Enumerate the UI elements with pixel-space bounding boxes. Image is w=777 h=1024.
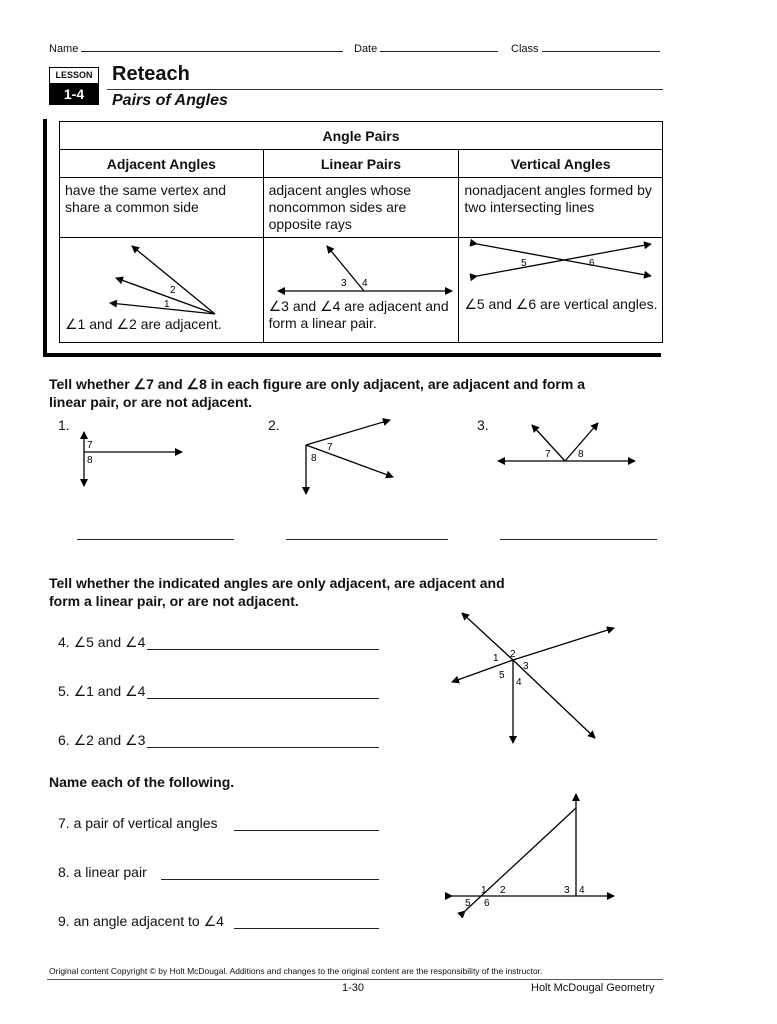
- column-header-linear: Linear Pairs: [263, 150, 459, 178]
- problem-5: [58, 683, 145, 700]
- problem-5-text: ∠1 and ∠4: [73, 683, 146, 699]
- problems-4-6-figure: [440, 605, 630, 750]
- definition-vertical: nonadjacent angles formed by two intersecting lines: [459, 178, 663, 238]
- figure2-label-2: 2: [510, 649, 516, 660]
- linear-label-3: 3: [340, 278, 347, 289]
- figure2-label-4: 4: [516, 677, 522, 688]
- problem-9-text: an angle adjacent to ∠4: [73, 913, 224, 929]
- figure-cell-linear: [263, 238, 459, 343]
- problem-1-number: 1.: [58, 417, 70, 433]
- problem-4-text: ∠5 and ∠4: [73, 634, 146, 650]
- class-line[interactable]: [542, 42, 660, 52]
- problem-6: [58, 732, 145, 749]
- example-adjacent: ∠1 and ∠2 are adjacent.: [65, 316, 222, 332]
- copyright-notice: Original content Copyright © by Holt McDougal. Additions and changes to the original content are the responsibility of the instructor.: [49, 966, 543, 976]
- vertical-label-6: 6: [589, 258, 595, 269]
- bottom-bar: [43, 353, 661, 357]
- name-field[interactable]: [49, 42, 343, 55]
- problem-3-number: 3.: [477, 417, 489, 433]
- definition-linear: adjacent angles whose noncommon sides are opposite rays: [263, 178, 459, 238]
- problem-8-number: 8.: [58, 864, 70, 880]
- problem-6-number: 6.: [58, 732, 70, 748]
- figure-cell-adjacent: [60, 238, 264, 343]
- problem-2-figure: [290, 415, 400, 497]
- date-label: Date: [354, 43, 378, 55]
- answer-line-5[interactable]: [147, 698, 379, 699]
- problem-8: [58, 864, 147, 880]
- problem-2-number: 2.: [268, 417, 280, 433]
- lesson-badge: [49, 67, 99, 105]
- figure3-label-6: 6: [484, 898, 490, 909]
- figure3-label-3: 3: [564, 885, 570, 896]
- answer-line-2[interactable]: [286, 539, 448, 540]
- answer-line-6[interactable]: [147, 747, 379, 748]
- problem-8-text: a linear pair: [73, 864, 147, 880]
- adjacent-label-2: 2: [170, 285, 176, 296]
- name-line[interactable]: [81, 42, 343, 52]
- answer-line-1[interactable]: [77, 539, 234, 540]
- vertical-label-5: 5: [521, 258, 527, 269]
- problem-2-label-7: 7: [327, 442, 333, 453]
- problem-7: [58, 815, 218, 831]
- problem-7-number: 7.: [58, 815, 70, 831]
- figure2-label-1: 1: [493, 653, 499, 664]
- figure3-label-2: 2: [500, 885, 506, 896]
- answer-line-7[interactable]: [234, 830, 379, 831]
- answer-line-3[interactable]: [500, 539, 657, 540]
- page-subtitle: Pairs of Angles: [112, 92, 228, 109]
- column-header-vertical: Vertical Angles: [459, 150, 663, 178]
- problem-2-label-8: 8: [311, 453, 317, 464]
- problem-3-figure: [490, 418, 640, 468]
- figure-cell-vertical: [459, 238, 663, 343]
- footer-rule: [47, 979, 663, 980]
- problem-4: [58, 634, 145, 651]
- figure3-label-4: 4: [579, 885, 585, 896]
- problem-3-label-8: 8: [578, 449, 584, 460]
- answer-line-4[interactable]: [147, 649, 379, 650]
- section1-instruction: Tell whether ∠7 and ∠8 in each figure are only adjacent, are adjacent and form a linear pair, or are not adjacent.: [49, 376, 585, 410]
- page-number: 1-30: [342, 982, 365, 994]
- problems-7-9-figure: [440, 788, 620, 918]
- figure2-label-3: 3: [523, 661, 529, 672]
- linear-label-4: 4: [361, 278, 368, 289]
- problem-9-number: 9.: [58, 913, 70, 929]
- example-linear: ∠3 and ∠4 are adjacent and form a linear pair.: [268, 298, 449, 331]
- section2-instruction: Tell whether the indicated angles are only adjacent, are adjacent and form a linear pair, or are not adjacent.: [49, 575, 505, 609]
- figure3-label-5: 5: [465, 898, 471, 909]
- answer-line-9[interactable]: [234, 928, 379, 929]
- lesson-label: LESSON: [49, 67, 99, 84]
- side-bar: [43, 119, 47, 357]
- answer-line-8[interactable]: [161, 879, 379, 880]
- name-label: Name: [49, 43, 79, 55]
- page-title: Reteach: [112, 63, 190, 85]
- title-rule: [107, 89, 663, 90]
- class-field[interactable]: [511, 42, 660, 55]
- problem-7-text: a pair of vertical angles: [73, 815, 218, 831]
- publisher-name: Holt McDougal Geometry: [531, 982, 655, 994]
- figure2-label-5: 5: [499, 670, 505, 681]
- date-line[interactable]: [380, 42, 498, 52]
- example-vertical: ∠5 and ∠6 are vertical angles.: [464, 296, 658, 312]
- problem-4-number: 4.: [58, 634, 70, 650]
- column-header-adjacent: Adjacent Angles: [60, 150, 264, 178]
- problem-1-label-7: 7: [87, 440, 93, 451]
- angle-pairs-table: [59, 121, 663, 343]
- section3-instruction: Name each of the following.: [49, 774, 235, 790]
- problem-3-label-7: 7: [545, 449, 551, 460]
- class-label: Class: [511, 43, 539, 55]
- problem-9: [58, 913, 224, 930]
- date-field[interactable]: [354, 42, 498, 55]
- table-caption: Angle Pairs: [60, 122, 663, 150]
- adjacent-label-1: 1: [164, 299, 170, 310]
- problem-6-text: ∠2 and ∠3: [73, 732, 146, 748]
- definition-adjacent: have the same vertex and share a common side: [60, 178, 264, 238]
- problem-1-figure: [70, 428, 190, 490]
- figure3-label-1: 1: [481, 885, 487, 896]
- lesson-number: 1-4: [49, 84, 99, 105]
- problem-5-number: 5.: [58, 683, 70, 699]
- problem-1-label-8: 8: [87, 455, 93, 466]
- vertical-angles-figure: [459, 238, 663, 343]
